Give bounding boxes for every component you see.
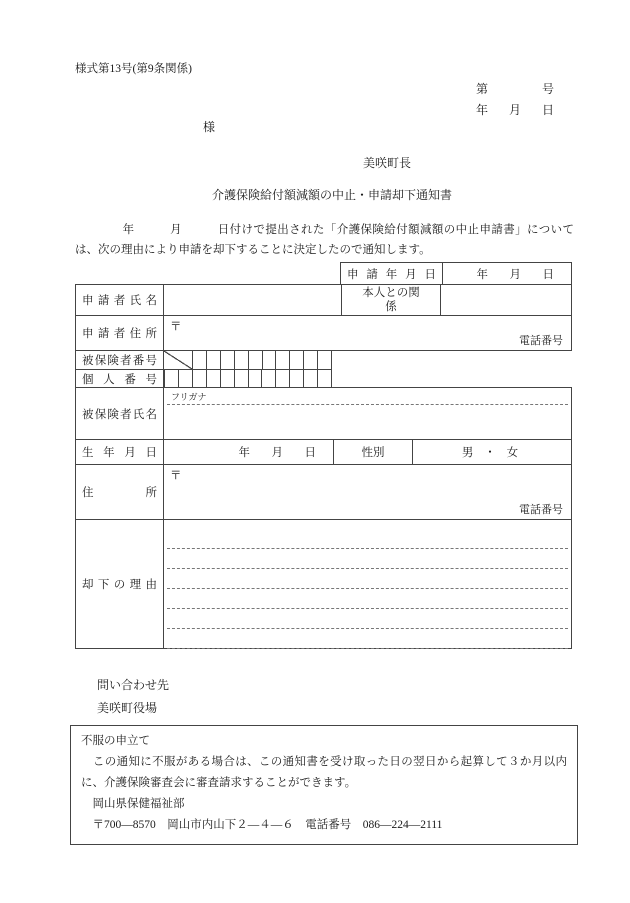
address-label: 住所 xyxy=(76,465,164,519)
addressee-suffix: 様 xyxy=(203,120,216,134)
phone-number-label: 電話番号 xyxy=(519,504,563,516)
dotted-line xyxy=(167,529,568,549)
personal-number-digit-boxes xyxy=(164,370,331,387)
dotted-line xyxy=(167,609,568,629)
form-number: 様式第13号(第9条関係) xyxy=(75,63,192,75)
digit-box xyxy=(317,351,331,369)
form-table xyxy=(75,262,572,649)
digit-box xyxy=(289,370,303,387)
issuer-name: 美咲町長 xyxy=(363,156,412,170)
digit-box xyxy=(234,370,248,387)
document-number-line xyxy=(476,80,554,97)
application-date-row xyxy=(340,262,572,285)
digit-box xyxy=(303,351,317,369)
furigana-label: フリガナ xyxy=(167,388,568,405)
rejection-reason-label: 却下の理由 xyxy=(76,520,164,648)
birth-date-row xyxy=(75,439,572,465)
issue-date-line xyxy=(476,101,554,118)
insured-name-label: 被保険者氏名 xyxy=(76,388,164,439)
digit-box xyxy=(164,370,178,387)
digit-box xyxy=(220,351,234,369)
digit-box xyxy=(289,351,303,369)
digit-box xyxy=(220,370,234,387)
digit-box xyxy=(248,370,262,387)
personal-number-row xyxy=(75,369,332,388)
applicant-address-field xyxy=(164,316,571,350)
insured-number-row xyxy=(75,350,332,370)
gender-label: 性別 xyxy=(334,440,413,464)
insured-number-digit-boxes xyxy=(192,351,331,369)
digit-box xyxy=(248,351,262,369)
insured-name-row xyxy=(75,387,572,440)
document-number-prefix: 第 xyxy=(476,82,489,96)
rejection-reason-field xyxy=(164,520,571,648)
digit-box xyxy=(192,370,206,387)
address-field xyxy=(164,465,571,519)
relation-label: 本人との関係 xyxy=(341,285,441,315)
appeal-department: 岡山県保健福祉部 xyxy=(81,798,185,810)
issue-date-day: 日 xyxy=(541,103,554,117)
dotted-line xyxy=(167,569,568,589)
digit-box xyxy=(261,370,275,387)
digit-box xyxy=(275,370,289,387)
document-title: 介護保険給付額減額の中止・申請却下通知書 xyxy=(212,188,453,202)
applicant-address-label: 申請者住所 xyxy=(76,316,164,350)
digit-box xyxy=(206,351,220,369)
appeal-notice-box xyxy=(70,725,578,845)
application-date-value: 年 月 日 xyxy=(476,268,559,281)
personal-number-label: 個人番号 xyxy=(76,370,164,387)
diagonal-slash-box xyxy=(164,351,192,369)
applicant-address-row xyxy=(75,315,572,351)
digit-box xyxy=(317,370,331,387)
digit-box xyxy=(234,351,248,369)
relation-field xyxy=(441,285,571,315)
dotted-line xyxy=(167,629,568,649)
rejection-reason-row xyxy=(75,519,572,649)
address-row xyxy=(75,464,572,520)
appeal-contact: 〒700—8570 岡山市内山下２—４—６ 電話番号 086—224—2111 xyxy=(81,819,443,831)
birth-date-label: 生年月日 xyxy=(76,440,164,464)
issue-date-month: 月 xyxy=(508,103,521,117)
application-date-label: 申請年月日 xyxy=(341,263,443,284)
digit-box xyxy=(192,351,206,369)
digit-box xyxy=(206,370,220,387)
document-number-suffix: 号 xyxy=(541,82,554,96)
appeal-body: この通知に不服がある場合は、この通知書を受け取った日の翌日から起算して３か月以内に、介護保険審査会に審査請求することができます。 xyxy=(81,756,567,789)
dotted-line xyxy=(167,549,568,569)
body-paragraph: 年 月 日付けで提出された「介護保険給付額減額の中止申請書」については、次の理由により申請を却下することに決定したので通知します。 xyxy=(75,224,574,256)
issue-date-year: 年 xyxy=(476,103,489,117)
digit-box xyxy=(178,370,192,387)
digit-box xyxy=(262,351,276,369)
insured-name-field xyxy=(164,388,571,439)
insured-number-label: 被保険者番号 xyxy=(76,351,164,369)
applicant-name-field xyxy=(164,285,341,315)
contact-section-label: 問い合わせ先 xyxy=(97,678,170,692)
digit-box xyxy=(303,370,317,387)
dotted-line xyxy=(167,589,568,609)
birth-date-value: 年 月 日 xyxy=(164,440,334,464)
applicant-name-row xyxy=(75,284,572,316)
gender-value: 男 ・ 女 xyxy=(461,447,523,459)
appeal-title: 不服の申立て xyxy=(81,735,150,747)
digit-box xyxy=(275,351,289,369)
postal-mark: 〒 xyxy=(170,321,182,333)
insured-number-grid xyxy=(164,351,331,369)
phone-number-label: 電話番号 xyxy=(519,335,563,347)
applicant-name-label: 申請者氏名 xyxy=(76,285,164,315)
contact-office-name: 美咲町役場 xyxy=(97,701,158,715)
postal-mark: 〒 xyxy=(170,470,182,482)
